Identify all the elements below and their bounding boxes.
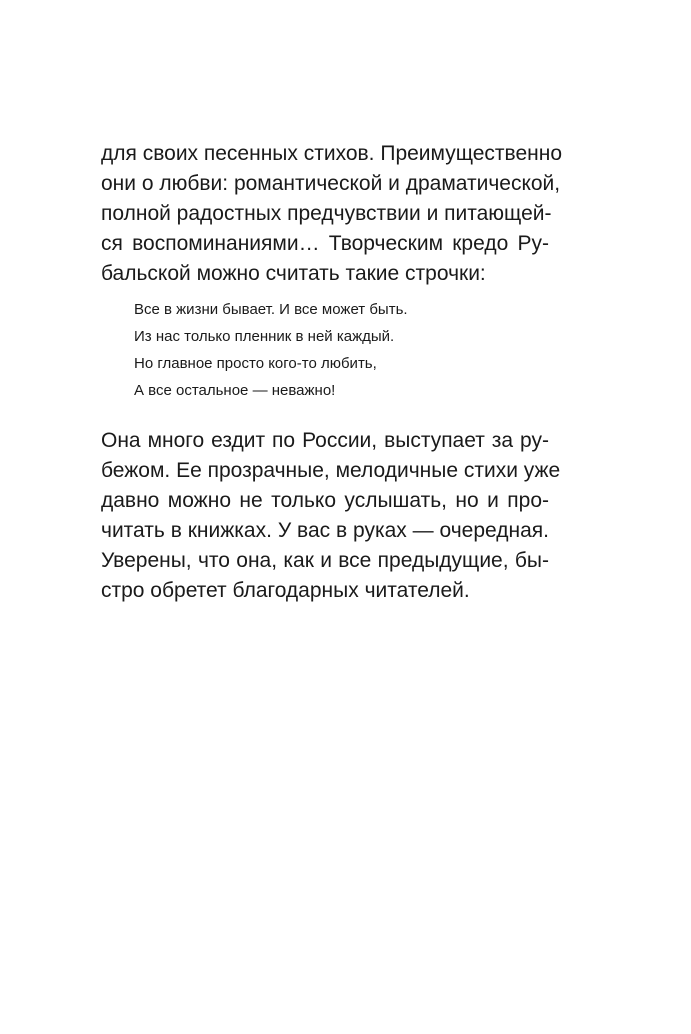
poem-line: Но главное просто кого-то любить, bbox=[134, 355, 377, 372]
poem-line: Все в жизни бывает. И все может быть. bbox=[134, 301, 408, 318]
poem-line: А все остальное — неважно! bbox=[134, 382, 336, 399]
text-line: они о любви: романтической и драматической, bbox=[101, 172, 561, 195]
text-line: бежом. Ее прозрачные, мелодичные стихи уже bbox=[101, 459, 561, 482]
paragraph-closing bbox=[101, 426, 561, 606]
poem-line: Из нас только пленник в ней каждый. bbox=[134, 328, 395, 345]
text-line: стро обретет благодарных читателей. bbox=[101, 579, 470, 602]
text-line: читать в книжках. У вас в руках — очередная. bbox=[101, 519, 549, 542]
text-line: Уверены, что она, как и все предыдущие, бы- bbox=[101, 549, 549, 572]
poem-quote bbox=[134, 296, 408, 404]
text-line: Она много ездит по России, выступает за ру- bbox=[101, 429, 549, 452]
text-line: ся воспоминаниями… Творческим кредо Ру- bbox=[101, 232, 549, 255]
text-line: для своих песенных стихов. Преимущественно bbox=[101, 142, 563, 165]
text-line: бальской можно считать такие строчки: bbox=[101, 262, 486, 285]
paragraph-intro bbox=[101, 139, 563, 289]
text-line: полной радостных предчувствии и питающей- bbox=[101, 202, 552, 225]
text-line: давно можно не только услышать, но и про- bbox=[101, 489, 549, 512]
